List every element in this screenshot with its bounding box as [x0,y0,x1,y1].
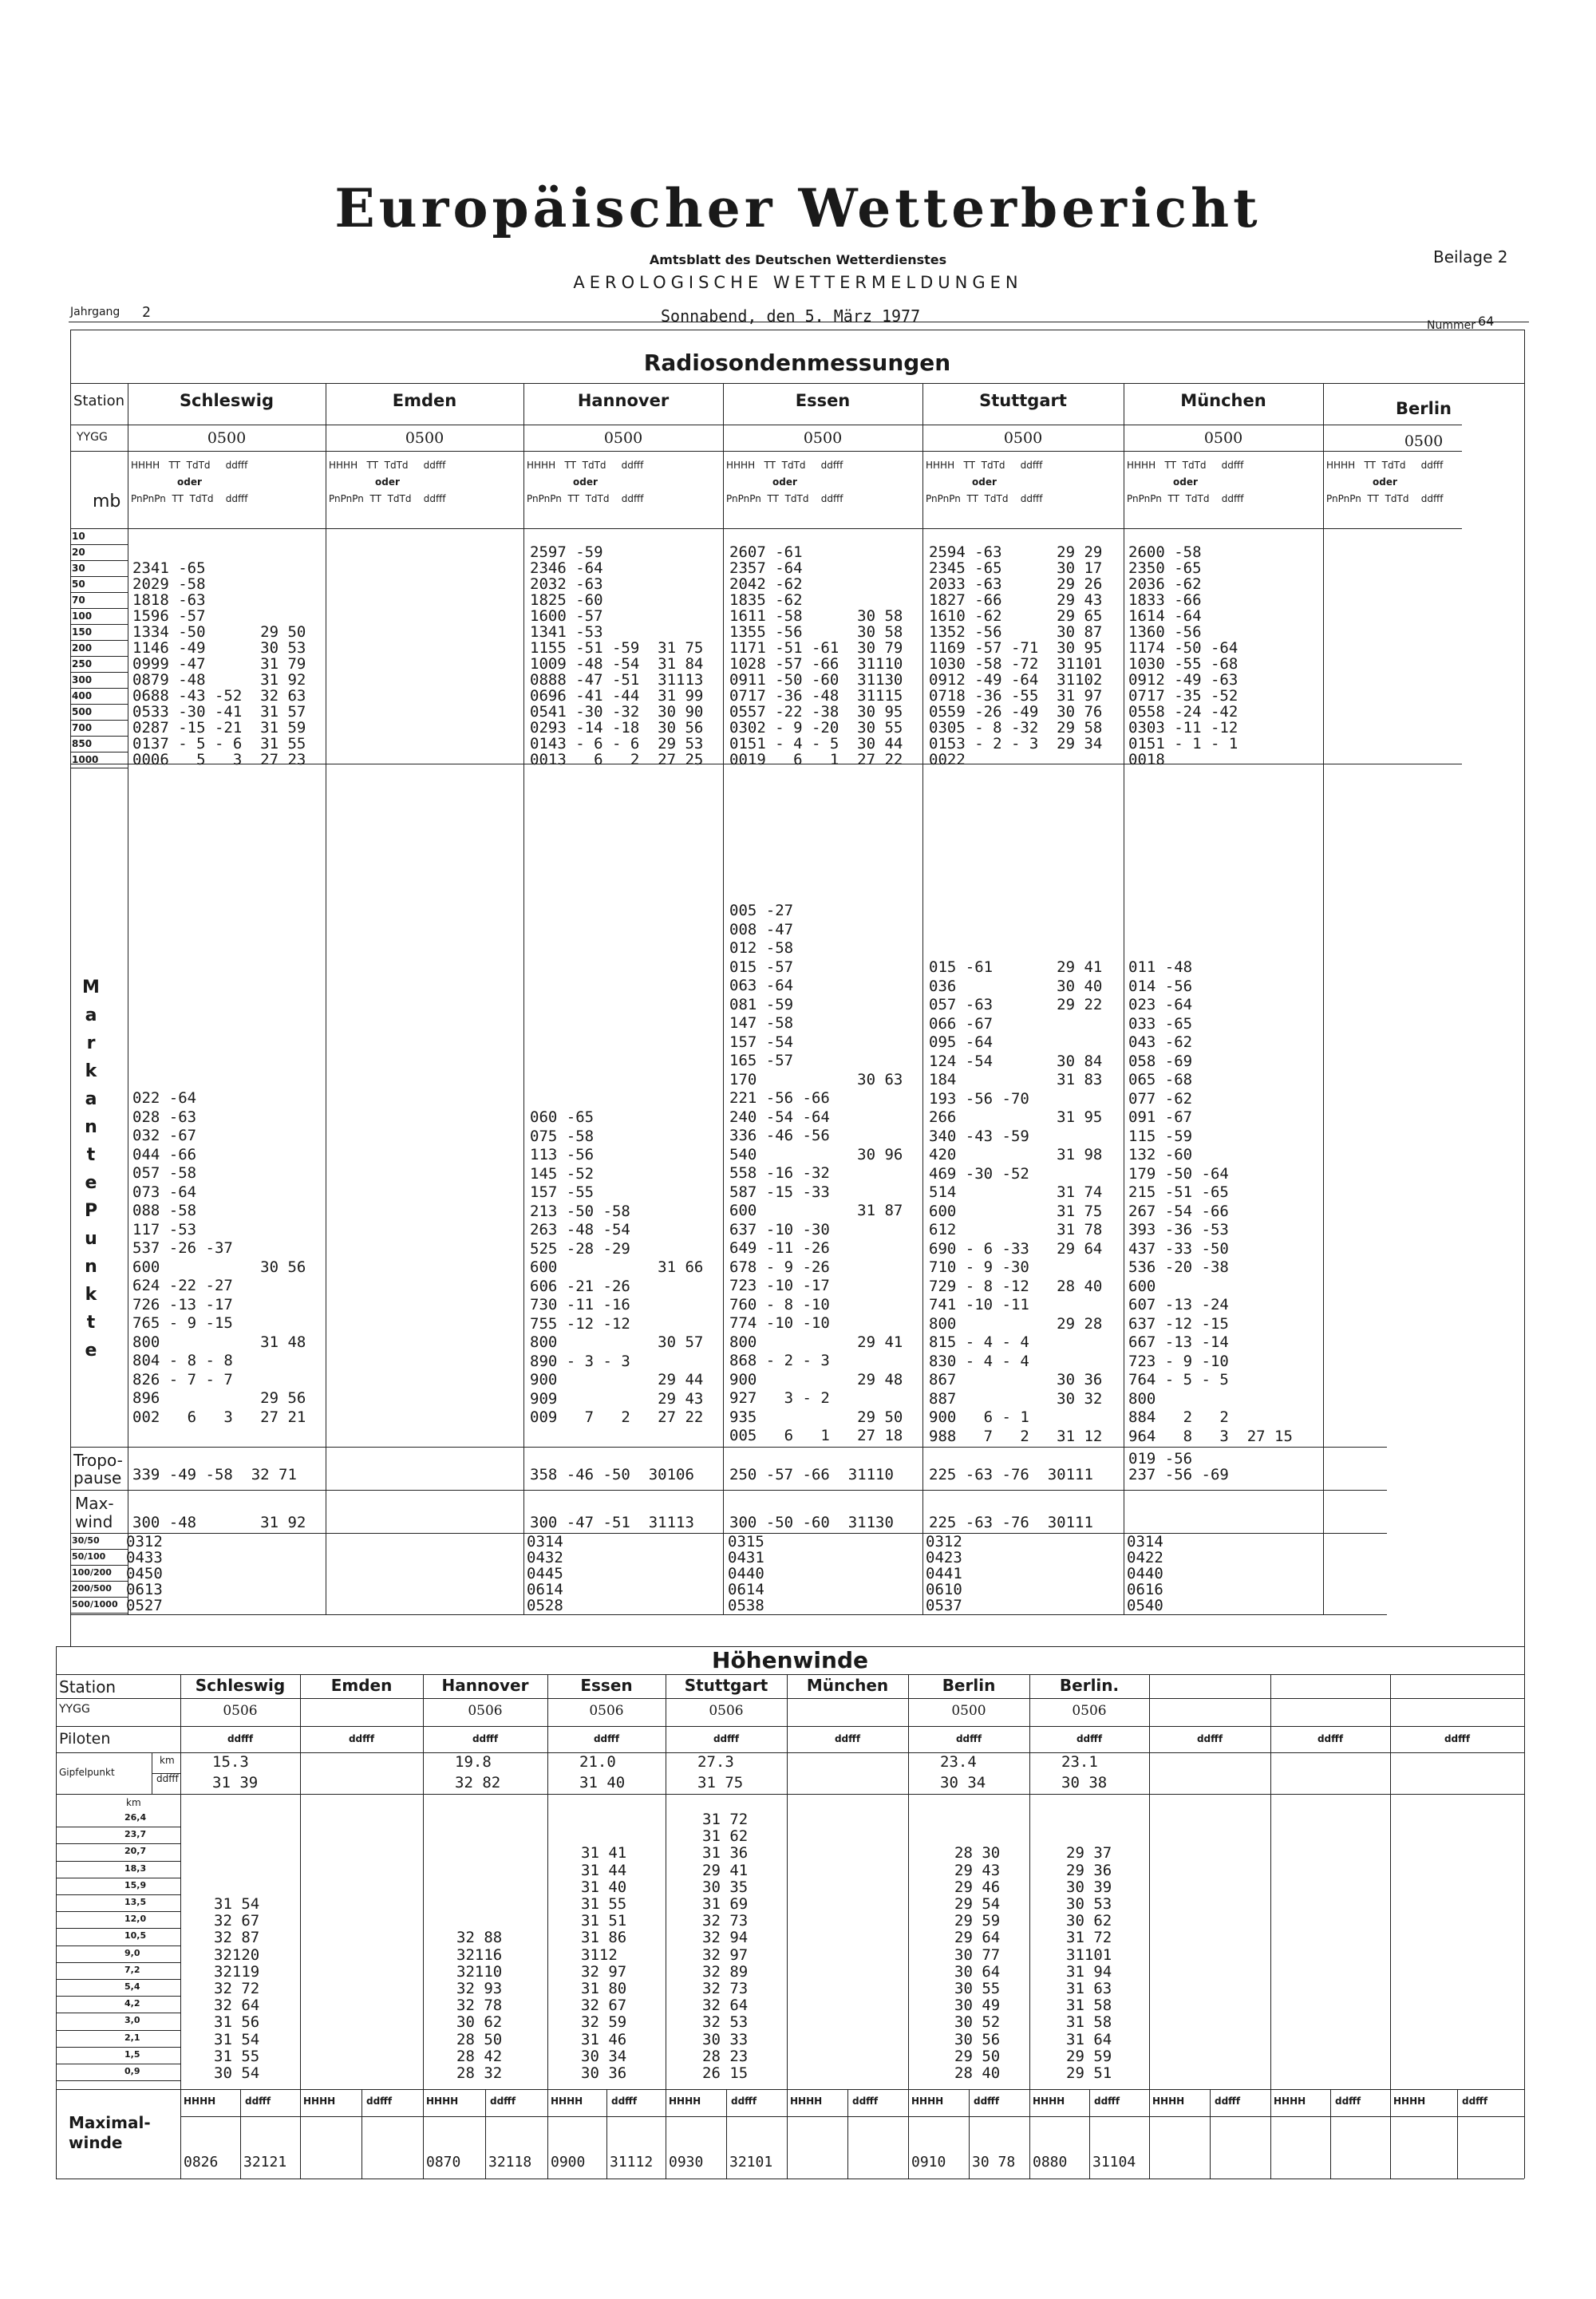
shear-level-label: 200/500 [72,1583,112,1594]
level-label: 50 [72,579,85,590]
mb-label: mb [93,492,121,512]
km-level-label: 3,0 [124,2015,140,2025]
station-emden: Emden [392,391,457,410]
km-level-label: 5,4 [124,1981,140,1992]
hw-max-ddfff: 32118 [488,2154,532,2171]
hw-ddfff-label: ddfff [713,1733,740,1744]
col-head-bottom: PnPnPn TT TdTd ddfff [926,493,1043,504]
rule [56,1928,180,1929]
hw-station-name: Hannover [441,1676,529,1695]
hw-ddfff-label: ddfff [1076,1733,1103,1744]
level-label: 850 [72,738,93,749]
hw-max-ddfff-label: ddfff [1462,2096,1488,2107]
rule [56,2089,1524,2090]
level-label: 1000 [72,754,99,765]
hw-hhhh-label: HHHH [911,2096,944,2107]
rule [56,1861,180,1862]
std-schleswig: 2341 -65 2029 -58 1818 -63 1596 -57 1334 -50 29 50 1146 -49 30 53 0999 -47 31 79 0879 -48 31 92 0688 -43 -52 32 63 0533 -30 -41 31 57 0287 -15 -21 31 59 0137 - 5 - 6 31 55 0006 5 3 27 23 [132,559,306,768]
hw-yygg: 0506 [709,1703,744,1719]
hw-hhhh-label: HHHH [669,2096,701,2107]
col-head-bottom: PnPnPn TT TdTd ddfff [1326,493,1444,504]
col-head-top: HHHH TT TdTd ddfff [329,460,446,471]
tropo-hannover: 358 -46 -50 30106 [530,1466,694,1483]
km-level-label: 18,3 [124,1863,147,1874]
hw-max-ddfff-label: ddfff [245,2096,271,2107]
hw-station-name: Emden [330,1676,393,1695]
hw-hhhh-label: HHHH [551,2096,583,2107]
level-label: 700 [72,722,93,733]
hw-max-ddfff-label: ddfff [366,2096,393,2107]
rule [70,1549,128,1550]
rule [70,451,1462,452]
yygg-berlin: 0500 [1404,433,1444,450]
hw-winds-schleswig: 31 54 32 67 32 87 32120 32119 32 72 32 64 31 56 31 54 31 55 30 54 [214,1895,260,2083]
shear-level-label: 50/100 [72,1551,106,1562]
page-title: Europäischer Wetterbericht [334,177,1262,239]
rule [56,1752,1524,1753]
rule [70,544,128,545]
rule [70,560,128,561]
mark-essen: 005 -27 008 -47 012 -58 015 -57 063 -64 081 -59 147 -58 157 -54 165 -57 170 30 63 221 -56 -66 240 -54 -64 336 -46 -56 540 30 96 558 -16 -32 587 -15 -33 600 31 87 637 -10 -30 649 -11 -26 678 - 9 -26 723 -10 -17 760 - 8 -10 774 -10 -10 800 29 41 868 - 2 - 3 900 29 48 927 3 - 2 935 29 50 005 6 1 27 18 [729,902,903,1444]
rule [70,1613,128,1614]
hw-max-ddfff-label: ddfff [1215,2096,1241,2107]
hw-ddfff-label: ddfff [1317,1733,1344,1744]
km-level-label: 15,9 [124,1880,147,1890]
hw-hhhh-label: HHHH [303,2096,336,2107]
col-head-bottom: PnPnPn TT TdTd ddfff [527,493,644,504]
col-head-bottom: PnPnPn TT TdTd ddfff [131,493,248,504]
hw-gipfel-ddfff: 30 34 [940,1774,986,1791]
station-berlin: Berlin [1396,399,1452,418]
hw-station-name: München [806,1676,889,1695]
shear-level-label: 100/200 [72,1567,112,1578]
rule [485,2089,486,2179]
col-head-oder: oder [573,476,598,488]
hw-gipfel-km: 27.3 [697,1753,734,1771]
rule [1270,1674,1271,2179]
col-head-oder: oder [772,476,797,488]
shear-essen: 0315 0431 0440 0614 0538 [728,1533,764,1614]
rule [56,1698,1524,1699]
hw-max-hhhh: 0930 [669,2154,704,2171]
maximalwinde-label-2: winde [69,2133,123,2152]
level-label: 300 [72,674,93,685]
hw-yygg: 0506 [1072,1703,1107,1719]
mark-hannover: 060 -65 075 -58 113 -56 145 -52 157 -55 213 -50 -58 263 -48 -54 525 -28 -29 600 31 66 606 -21 -26 730 -11 -16 755 -12 -12 800 30 57 890 - 3 - 3 900 29 44 909 29 43 009 7 2 27 22 [530,1108,704,1426]
hw-gipfel-ddfff: 31 40 [579,1774,626,1791]
hw-max-hhhh: 0826 [184,2154,219,2171]
hw-gipfel-ddfff: 32 82 [455,1774,501,1791]
rule [300,1674,301,2179]
rule [70,672,128,673]
hw-max-ddfff-label: ddfff [1094,2096,1120,2107]
rule [1330,2089,1331,2179]
col-head-bottom: PnPnPn TT TdTd ddfff [1127,493,1244,504]
shear-muenchen: 0314 0422 0440 0616 0540 [1127,1533,1163,1614]
hw-hhhh-label: HHHH [1152,2096,1185,2107]
std-essen: 2607 -61 2357 -64 2042 -62 1835 -62 1611 -58 30 58 1355 -56 30 58 1171 -51 -61 30 79 1028 -57 -66 31110 0911 -50 -60 31130 0717 -36 -48 31115 0557 -22 -38 30 95 0302 - 9 -20 30 55 0151 - 4 - 5 30 44 0019 6 1 27 22 [729,543,903,768]
maxwind-hannover: 300 -47 -51 31113 [530,1514,694,1531]
rule [56,1794,1524,1795]
level-label: 200 [72,642,93,654]
hw-ddfff-label: ddfff [227,1733,254,1744]
col-head-oder: oder [375,476,400,488]
km-level-label: 13,5 [124,1897,147,1907]
shear-level-label: 30/50 [72,1535,100,1546]
hw-station-name: Berlin [942,1676,996,1695]
km-level-label: 20,7 [124,1846,147,1856]
rule [423,1674,424,2179]
level-label: 100 [72,610,93,622]
rule [547,1674,548,2179]
jahrgang-value: 2 [142,304,151,321]
rule [70,1447,1387,1448]
col-head-oder: oder [177,476,202,488]
col-head-oder: oder [1173,476,1198,488]
km-level-label: 23,7 [124,1829,147,1839]
col-head-oder: oder [1373,476,1397,488]
hw-yygg: 0506 [589,1703,624,1719]
level-label: 400 [72,690,93,701]
shear-schleswig: 0312 0433 0450 0613 0527 [126,1533,163,1614]
rule [787,1674,788,2179]
hw-gipfel-km: 23.4 [940,1753,977,1771]
km-level-label: 26,4 [124,1812,147,1823]
km-level-label: 1,5 [124,2049,140,2060]
rule [1524,330,1525,1646]
hw-gipfel-ddfff: 31 39 [212,1774,259,1791]
hw-max-ddfff: 30 78 [972,2154,1016,2171]
std-hannover: 2597 -59 2346 -64 2032 -63 1825 -60 1600 -57 1341 -53 1155 -51 -59 31 75 1009 -48 -54 31 84 0888 -47 -51 31113 0696 -41 -44 31 99 0541 -30 -32 30 90 0293 -14 -18 30 56 0143 - 6 - 6 29 53 0013 6 2 27 25 [530,543,704,768]
radiosonde-title: Radiosondenmessungen [643,350,951,376]
rule [56,1979,180,1980]
nummer-value: 64 [1478,314,1495,329]
rule [922,383,923,1614]
yygg-essen: 0500 [803,429,843,447]
rule [70,704,128,705]
level-label: 20 [72,547,85,558]
hw-ddfff-label: ddfff [1196,1733,1223,1744]
rule [180,2116,1524,2117]
level-label: 70 [72,595,85,606]
rule [70,688,128,689]
hw-max-ddfff: 31112 [610,2154,654,2171]
col-head-oder: oder [972,476,997,488]
rule [70,1597,128,1598]
hw-max-ddfff: 32121 [243,2154,287,2171]
rule [70,640,128,641]
col-head-top: HHHH TT TdTd ddfff [131,460,248,471]
rule [56,1843,180,1844]
mark-schleswig: 022 -64 028 -63 032 -67 044 -66 057 -58 073 -64 088 -58 117 -53 537 -26 -37 600 30 56 624 -22 -27 726 -13 -17 765 - 9 -15 800 31 48 804 - 8 - 8 826 - 7 - 7 896 29 56 002 6 3 27 21 [132,1089,306,1426]
hw-ddfff-label: ddfff [593,1733,620,1744]
hw-yygg: 0500 [951,1703,986,1719]
hw-max-hhhh: 0870 [426,2154,461,2171]
hw-max-ddfff-label: ddfff [731,2096,757,2107]
rule [1029,1674,1030,2179]
tropopause-label-2: pause [73,1468,122,1487]
rule [56,2047,180,2048]
rule [70,736,128,737]
rule [70,1490,1387,1491]
markante-label: M a r k a n t e P u n k t e [82,978,100,1361]
maxwind-stuttgart: 225 -63 -76 30111 [929,1514,1093,1531]
subtitle: Amtsblatt des Deutschen Wetterdienstes [649,252,947,267]
yygg-label: YYGG [77,431,108,444]
rule [56,1726,1524,1727]
rule [1323,383,1324,1614]
hw-max-ddfff-label: ddfff [852,2096,879,2107]
rule [70,1614,1387,1615]
km-level-label: 2,1 [124,2032,140,2043]
hw-max-ddfff: 32101 [729,2154,773,2171]
rule [56,2080,180,2081]
hw-piloten-label: Piloten [59,1730,111,1748]
hw-hhhh-label: HHHH [1274,2096,1306,2107]
rule [180,1674,181,2179]
col-head-top: HHHH TT TdTd ddfff [1326,460,1444,471]
tropo-schleswig: 339 -49 -58 32 71 [132,1466,297,1483]
rule [361,2089,362,2179]
col-head-bottom: PnPnPn TT TdTd ddfff [329,493,446,504]
level-label: 250 [72,658,93,670]
yygg-schleswig: 0500 [207,429,247,447]
hw-ddfff-label: ddfff [472,1733,499,1744]
station-hannover: Hannover [577,391,670,410]
col-head-top: HHHH TT TdTd ddfff [726,460,843,471]
km-level-label: 9,0 [124,1948,140,1958]
std-stuttgart: 2594 -63 29 29 2345 -65 30 17 2033 -63 29 26 1827 -66 29 43 1610 -62 29 65 1352 -56 30 87 1169 -57 -71 30 95 1030 -58 -72 31101 0912 -49 -64 31102 0718 -36 -55 31 97 0559 -26 -49 30 76 0305 - 8 -32 29 58 0153 - 2 - 3 29 34 0022 [929,543,1103,768]
rule [70,576,128,577]
hw-ddfff-label: ddfff [348,1733,375,1744]
jahrgang-label: Jahrgang [70,306,120,318]
nummer-label: Nummer [1427,319,1476,332]
hw-hhhh-label: HHHH [184,2096,216,2107]
rule [56,1962,180,1963]
rule [70,624,128,625]
hw-hhhh-label: HHHH [1393,2096,1426,2107]
hw-km-label: km [126,1797,141,1808]
hw-max-ddfff-label: ddfff [974,2096,1000,2107]
hw-max-ddfff-label: ddfff [1335,2096,1361,2107]
hw-ddfff-label: ddfff [1444,1733,1471,1744]
hw-gipfel-km: 15.3 [212,1753,249,1771]
hw-station-name: Essen [580,1676,633,1695]
issue-date: Sonnabend, den 5. März 1977 [661,306,921,326]
hw-ddfff-label: ddfff [834,1733,861,1744]
hw-winds-berlin2: 29 37 29 36 30 39 30 53 30 62 31 72 31101 31 94 31 63 31 58 31 58 31 64 29 59 29 51 [1066,1844,1112,2083]
col-head-top: HHHH TT TdTd ddfff [926,460,1043,471]
mark-muenchen: 011 -48 014 -56 023 -64 033 -65 043 -62 058 -69 065 -68 077 -62 091 -67 115 -59 132 -60 179 -50 -64 215 -51 -65 267 -54 -66 393 -36 -53 437 -33 -50 536 -20 -38 600 607 -13 -24 637 -12 -15 667 -13 -14 723 - 9 -10 764 - 5 - 5 800 884 2 2 964 8 3 27 15 [1128,958,1293,1445]
rule [908,1674,909,2179]
km-level-label: 7,2 [124,1965,140,1975]
rule [1089,2089,1090,2179]
station-essen: Essen [795,391,851,410]
tropo-muenchen: 019 -56 237 -56 -69 [1128,1450,1229,1483]
rule [70,720,128,721]
rule [70,1565,128,1566]
hw-station-name: Stuttgart [684,1676,768,1695]
rule [56,1646,57,2179]
col-head-bottom: PnPnPn TT TdTd ddfff [726,493,843,504]
hw-max-hhhh: 0900 [551,2154,586,2171]
hw-ddfff-label: ddfff [955,1733,982,1744]
level-label: 30 [72,563,85,574]
tropo-essen: 250 -57 -66 31110 [729,1466,894,1483]
level-label: 10 [72,531,85,542]
rule [723,383,724,1614]
hw-gipfel-ddfff: 30 38 [1061,1774,1108,1791]
hw-winds-essen: 31 41 31 44 31 40 31 55 31 51 31 86 3112 32 97 31 80 32 67 32 59 31 46 30 34 30 36 [581,1844,627,2083]
hw-station-name: Schleswig [195,1676,286,1695]
rule [70,383,1524,384]
mark-stuttgart: 015 -61 29 41 036 30 40 057 -63 29 22 066 -67 095 -64 124 -54 30 84 184 31 83 193 -56 -70 266 31 95 340 -43 -59 420 31 98 469 -30 -52 514 31 74 600 31 75 612 31 78 690 - 6 -33 29 64 710 - 9 -30 729 - 8 -12 28 40 741 -10 -11 800 29 28 815 - 4 - 4 830 - 4 - 4 867 30 36 887 30 32 900 6 - 1 988 7 2 31 12 [929,958,1103,1445]
rule [726,2089,727,2179]
yygg-hannover: 0500 [603,429,643,447]
station-muenchen: München [1180,391,1266,410]
rule [847,2089,848,2179]
hw-max-ddfff-label: ddfff [611,2096,638,2107]
hw-station-label: Station [59,1677,117,1697]
hw-winds-hannover: 32 88 32116 32110 32 93 32 78 30 62 28 50 28 42 28 32 [456,1929,503,2083]
rule [606,2089,607,2179]
hw-max-hhhh: 0910 [911,2154,946,2171]
maxwind-schleswig: 300 -48 31 92 [132,1514,306,1531]
hw-max-ddfff-label: ddfff [490,2096,516,2107]
hw-max-ddfff: 31104 [1092,2154,1136,2171]
hw-hhhh-label: HHHH [426,2096,459,2107]
rule [70,330,71,1646]
rule [70,1581,128,1582]
rule [969,2089,970,2179]
rule [523,383,524,1614]
station-label: Station [73,393,124,409]
hw-gipfel-km: km [160,1755,175,1766]
hw-yygg: 0506 [223,1703,258,1719]
beilage-label: Beilage 2 [1433,247,1508,267]
hw-gipfel-km: 21.0 [579,1753,616,1771]
rule [1149,1674,1150,2179]
km-level-label: 12,0 [124,1914,147,1924]
hw-gipfel-km: 23.1 [1061,1753,1098,1771]
std-muenchen: 2600 -58 2350 -65 2036 -62 1833 -66 1614 -64 1360 -56 1174 -50 -64 1030 -55 -68 0912 -49 -63 0717 -35 -52 0558 -24 -42 0303 -11 -12 0151 - 1 - 1 0018 [1128,543,1238,768]
col-head-top: HHHH TT TdTd ddfff [1127,460,1244,471]
hw-gipfel-ddfff: ddfff [156,1773,179,1784]
km-level-label: 0,9 [124,2066,140,2076]
rule [70,656,128,657]
rule [56,1674,1524,1675]
hw-winds-stuttgart: 31 72 31 62 31 36 29 41 30 35 31 69 32 73 32 94 32 97 32 89 32 73 32 64 32 53 30 33 28 23 26 15 [702,1811,749,2083]
tropo-stuttgart: 225 -63 -76 30111 [929,1466,1093,1483]
maxwind-essen: 300 -50 -60 31130 [729,1514,894,1531]
rule [56,1945,180,1946]
hoehenwinde-title: Höhenwinde [712,1647,868,1673]
yygg-emden: 0500 [405,429,444,447]
rule [56,1996,180,1997]
rule [1524,1646,1525,2179]
hw-yygg: 0506 [468,1703,503,1719]
maxwind-label-2: wind [75,1512,113,1531]
hw-gipfel-ddfff: 31 75 [697,1774,744,1791]
shear-hannover: 0314 0432 0445 0614 0528 [527,1533,563,1614]
hw-gipfel-label: Gipfelpunkt [59,1767,115,1778]
hw-winds-berlin: 28 30 29 43 29 46 29 54 29 59 29 64 30 77 30 64 30 55 30 49 30 52 30 56 29 50 28 40 [954,1844,1001,2083]
yygg-stuttgart: 0500 [1003,429,1043,447]
rule [1210,2089,1211,2179]
yygg-muenchen: 0500 [1203,429,1243,447]
tropopause-label-1: Tropo- [73,1451,123,1470]
rule [240,2089,241,2179]
station-schleswig: Schleswig [179,391,275,410]
hw-max-hhhh: 0880 [1033,2154,1068,2171]
maxwind-label-1: Max- [75,1494,114,1513]
hw-hhhh-label: HHHH [790,2096,823,2107]
km-level-label: 10,5 [124,1930,147,1941]
rule [56,2030,180,2031]
hw-gipfel-km: 19.8 [455,1753,492,1771]
rule [1457,2089,1458,2179]
rule [70,592,128,593]
rule [56,1911,180,1912]
section-heading: AEROLOGISCHE WETTERMELDUNGEN [573,273,1023,292]
level-label: 150 [72,626,93,638]
maximalwinde-label-1: Maximal- [69,2113,151,2132]
station-stuttgart: Stuttgart [979,391,1067,410]
rule [70,608,128,609]
hw-yygg-label: YYGG [59,1703,90,1716]
km-level-label: 4,2 [124,1998,140,2009]
level-label: 500 [72,706,93,717]
hw-hhhh-label: HHHH [1033,2096,1065,2107]
hw-station-name: Berlin. [1059,1676,1120,1695]
rule [70,752,128,753]
shear-level-label: 500/1000 [72,1599,118,1610]
shear-stuttgart: 0312 0423 0441 0610 0537 [926,1533,962,1614]
rule [56,1894,180,1895]
rule [1390,1674,1391,2179]
col-head-top: HHHH TT TdTd ddfff [527,460,644,471]
